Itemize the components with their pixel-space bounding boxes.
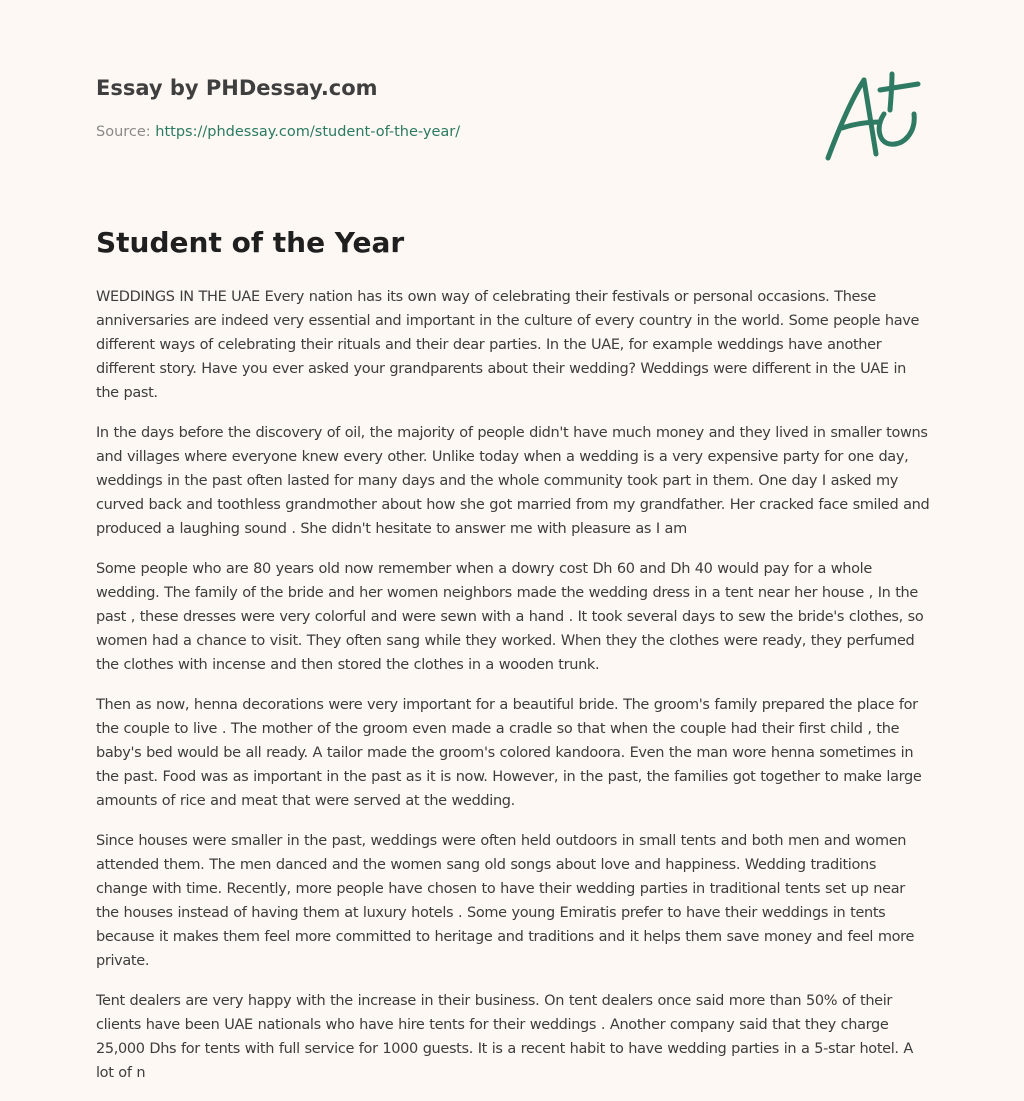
- essay-body: [96, 285, 932, 1101]
- site-brand: Essay by PHDessay.com: [96, 76, 378, 100]
- a-plus-grade-icon: [818, 64, 930, 168]
- source-link[interactable]: https://phdessay.com/student-of-the-year/: [155, 124, 461, 140]
- essay-paragraph: Tent dealers are very happy with the increase in their business. On tent dealers once said more than 50% of their clients have been UAE nationals who have hire tents for their weddings . Another company said that they charge 25,000 Dhs for tents with full service for 1000 guests. It is a recent habit to have wedding parties in a 5-star hotel. A lot of n: [96, 993, 914, 1081]
- essay-paragraph: WEDDINGS IN THE UAE Every nation has its own way of celebrating their festivals or personal occasions. These anniversaries are indeed very essential and important in the culture of every country in the world. Some people have different ways of celebrating their rituals and their dear parties. In the UAE, for example weddings have another different story. Have you ever asked your grandparents about their wedding? Weddings were different in the UAE in the past.: [96, 289, 920, 401]
- essay-paragraph: In the days before the discovery of oil, the majority of people didn't have much money and they lived in smaller towns and villages where everyone knew every other. Unlike today when a wedding is a very expensive party for one day, weddings in the past often lasted for many days and the whole community took part in them. One day I asked my curved back and toothless grandmother about how she got married from my grandfather. Her cracked face smiled and produced a laughing sound . She didn't hesitate to answer me with pleasure as I am: [96, 425, 930, 537]
- essay-paragraph: Some people who are 80 years old now remember when a dowry cost Dh 60 and Dh 40 would pay for a whole wedding. The family of the bride and her women neighbors made the wedding dress in a tent near her house , In the past , these dresses were very colorful and were sewn with a hand . It took several days to sew the bride's clothes, so women had a chance to visit. They often sang while they worked. When they the clothes were ready, they perfumed the clothes with incense and then stored the clothes in a wooden trunk.: [96, 561, 924, 673]
- source-label: Source:: [96, 124, 151, 140]
- essay-paragraph: Since houses were smaller in the past, weddings were often held outdoors in small tents and both men and women attended them. The men danced and the women sang old songs about love and happiness. Wedding traditions change with time. Recently, more people have chosen to have their wedding parties in traditional tents set up near the houses instead of having them at luxury hotels . Some young Emiratis prefer to have their weddings in tents because it makes them feel more committed to heritage and traditions and it helps them save money and feel more private.: [96, 833, 915, 969]
- essay-paragraph: Then as now, henna decorations were very important for a beautiful bride. The groom's family prepared the place for the couple to live . The mother of the groom even made a cradle so that when the couple had their first child , the baby's bed would be all ready. A tailor made the groom's colored kandoora. Even the man wore henna sometimes in the past. Food was as important in the past as it is now. However, in the past, the families got together to make large amounts of rice and meat that were served at the wedding.: [96, 697, 922, 809]
- source-line: [96, 124, 460, 140]
- document-title: Student of the Year: [96, 226, 405, 259]
